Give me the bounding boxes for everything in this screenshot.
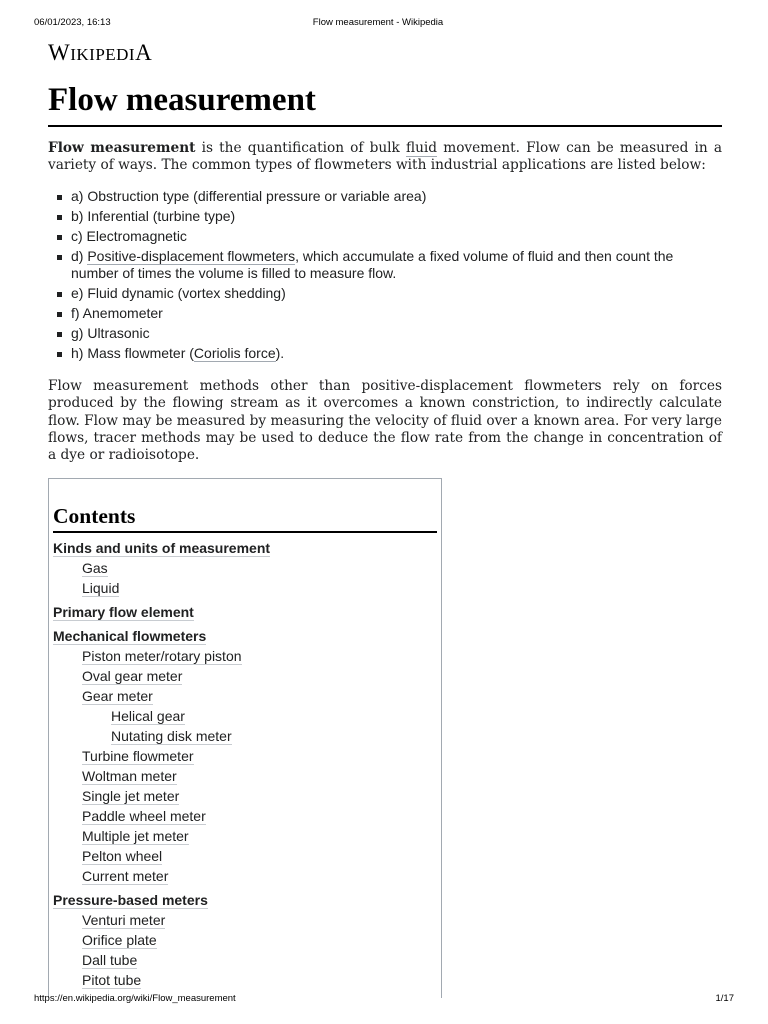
- print-timestamp: 06/01/2023, 16:13: [34, 17, 111, 28]
- list-item: c) Electromagnetic: [71, 228, 722, 245]
- flowmeter-types-list: [48, 188, 722, 362]
- bullet-icon: [57, 215, 62, 220]
- methods-paragraph: Flow measurement methods other than positive-displacement flowmeters rely on forces produced by the flowing stream as it overcomes a known constriction, to indirectly calculate flow. Flow may be measured by measuring the velocity of fluid over a known area. For very large flows, tracer methods may be used to deduce the flow rate from the change in concentration of a dye or radioisotope.: [48, 377, 722, 464]
- toc-item-venturi-meter[interactable]: Venturi meter: [82, 912, 166, 928]
- bullet-icon: [57, 312, 62, 317]
- toc-item-orifice-plate[interactable]: Orifice plate: [82, 932, 157, 948]
- list-item: a) Obstruction type (differential pressure or variable area): [71, 188, 722, 205]
- toc-entries: [53, 538, 437, 990]
- list-item: b) Inferential (turbine type): [71, 208, 722, 225]
- bullet-icon: [57, 332, 62, 337]
- bullet-icon: [57, 195, 62, 200]
- toc-heading: Contents: [53, 503, 437, 533]
- list-item: d) Positive-displacement flowmeters, which accumulate a fixed volume of fluid and then count the number of times the volume is filled to measure flow.: [71, 248, 722, 282]
- toc-item-liquid[interactable]: Liquid: [82, 580, 120, 596]
- toc-item-current-meter[interactable]: Current meter: [82, 868, 169, 884]
- toc-item-gas[interactable]: Gas: [82, 560, 108, 576]
- toc-item-piston-meter[interactable]: Piston meter/rotary piston: [82, 648, 242, 664]
- wikipedia-logo[interactable]: WIKIPEDIA: [48, 40, 153, 65]
- toc-item-mechanical-flowmeters[interactable]: Mechanical flowmeters: [53, 628, 207, 644]
- toc-item-woltman-meter[interactable]: Woltman meter: [82, 768, 177, 784]
- list-item: h) Mass flowmeter (Coriolis force).: [71, 345, 722, 362]
- toc-item-pressure-based-meters[interactable]: Pressure-based meters: [53, 892, 208, 908]
- link-coriolis-force[interactable]: Coriolis force: [193, 344, 276, 361]
- print-page-title: Flow measurement - Wikipedia: [312, 17, 444, 28]
- bullet-icon: [57, 292, 62, 297]
- print-header: [34, 17, 722, 31]
- print-footer: [34, 993, 734, 1007]
- toc-item-multiple-jet-meter[interactable]: Multiple jet meter: [82, 828, 189, 844]
- article-content: [48, 40, 722, 465]
- bullet-icon: [57, 235, 62, 240]
- list-item: f) Anemometer: [71, 305, 722, 322]
- toc-item-kinds-and-units[interactable]: Kinds and units of measurement: [53, 540, 271, 556]
- toc-item-pelton-wheel[interactable]: Pelton wheel: [82, 848, 163, 864]
- toc-item-pitot-tube[interactable]: Pitot tube: [82, 972, 142, 988]
- toc-item-paddle-wheel-meter[interactable]: Paddle wheel meter: [82, 808, 206, 824]
- toc-item-helical-gear[interactable]: Helical gear: [111, 708, 185, 724]
- table-of-contents: [48, 478, 442, 998]
- intro-paragraph: Flow measurement is the quantification of bulk fluid movement. Flow can be measured in a variety of ways. The common types of flowmeters with industrial applications are listed below:: [48, 140, 722, 174]
- list-item: e) Fluid dynamic (vortex shedding): [71, 285, 722, 302]
- page-title: Flow measurement: [48, 80, 722, 127]
- bullet-icon: [57, 352, 62, 357]
- intro-bold-term: Flow measurement: [48, 140, 196, 156]
- toc-item-nutating-disk-meter[interactable]: Nutating disk meter: [111, 728, 232, 744]
- toc-item-turbine-flowmeter[interactable]: Turbine flowmeter: [82, 748, 194, 764]
- list-item: g) Ultrasonic: [71, 325, 722, 342]
- print-page-number: 1/17: [715, 993, 734, 1004]
- link-positive-displacement-flowmeters[interactable]: Positive-displacement flowmeters: [87, 247, 296, 264]
- toc-item-primary-flow-element[interactable]: Primary flow element: [53, 604, 194, 620]
- toc-item-gear-meter[interactable]: Gear meter: [82, 688, 153, 704]
- bullet-icon: [57, 255, 62, 260]
- toc-item-oval-gear-meter[interactable]: Oval gear meter: [82, 668, 183, 684]
- toc-item-single-jet-meter[interactable]: Single jet meter: [82, 788, 180, 804]
- toc-item-dall-tube[interactable]: Dall tube: [82, 952, 138, 968]
- print-url: https://en.wikipedia.org/wiki/Flow_measurement: [34, 993, 236, 1004]
- link-fluid[interactable]: fluid: [405, 140, 438, 156]
